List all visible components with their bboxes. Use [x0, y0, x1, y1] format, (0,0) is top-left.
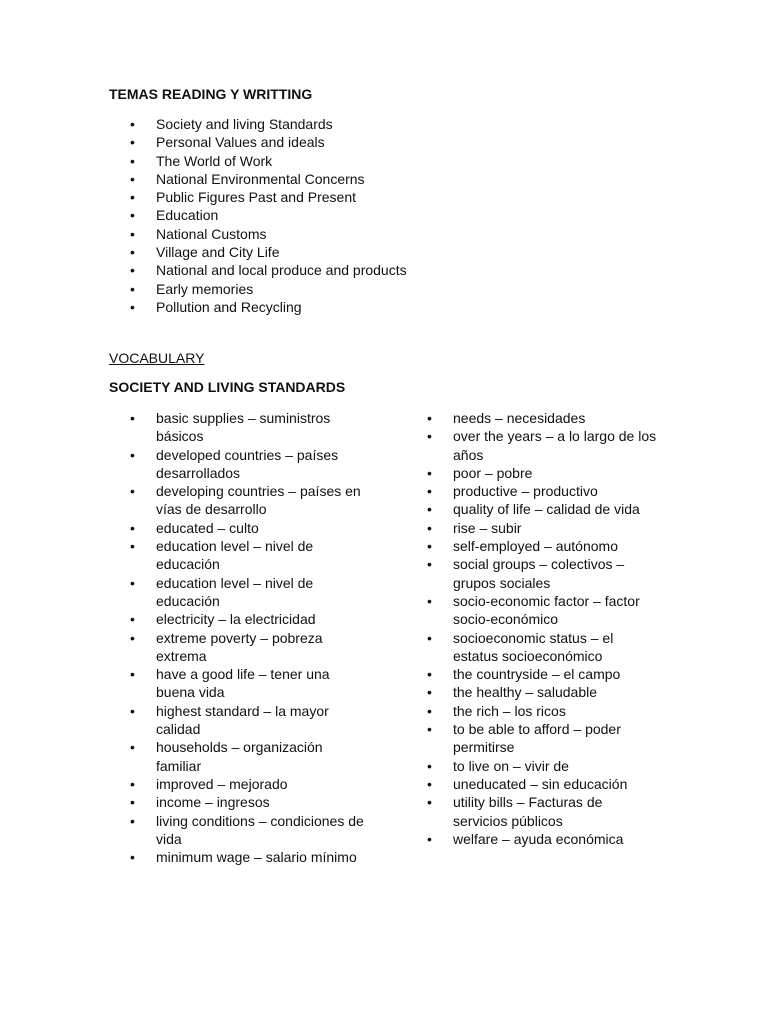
- topic-item: • Education: [130, 206, 490, 224]
- vocab-item: • improved – mejorado: [130, 775, 370, 793]
- vocab-item: • quality of life – calidad de vida: [427, 500, 657, 518]
- vocab-list-left: [130, 409, 370, 866]
- vocab-item: • the countryside – el campo: [427, 665, 657, 683]
- topic-item: • Early memories: [130, 280, 490, 298]
- topic-item: • National Customs: [130, 225, 490, 243]
- topic-item: • Personal Values and ideals: [130, 133, 490, 151]
- vocab-item: • socioeconomic status – el estatus socioeconómico: [427, 629, 657, 666]
- document-title: TEMAS READING Y WRITTING: [109, 86, 313, 102]
- vocab-item: • needs – necesidades: [427, 409, 657, 427]
- vocab-item: • social groups – colectivos – grupos sociales: [427, 555, 657, 592]
- topic-item: • National Environmental Concerns: [130, 170, 490, 188]
- topic-item: • National and local produce and products: [130, 261, 490, 279]
- topic-item: • The World of Work: [130, 152, 490, 170]
- vocab-item: • to live on – vivir de: [427, 757, 657, 775]
- vocab-item: • electricity – la electricidad: [130, 610, 370, 628]
- topic-item: • Society and living Standards: [130, 115, 490, 133]
- topic-item: • Pollution and Recycling: [130, 298, 490, 316]
- vocabulary-heading: VOCABULARY: [109, 350, 205, 366]
- vocab-item: • education level – nivel de educación: [130, 537, 370, 574]
- vocab-item: • the rich – los ricos: [427, 702, 657, 720]
- vocab-item: • minimum wage – salario mínimo: [130, 848, 370, 866]
- topics-list: [130, 115, 490, 316]
- vocab-item: • poor – pobre: [427, 464, 657, 482]
- vocab-item: • developed countries – países desarrollados: [130, 446, 370, 483]
- vocab-item: • to be able to afford – poder permitirse: [427, 720, 657, 757]
- vocab-item: • welfare – ayuda económica: [427, 830, 657, 848]
- vocab-item: • self-employed – autónomo: [427, 537, 657, 555]
- vocab-item: • rise – subir: [427, 519, 657, 537]
- vocab-item: • households – organización familiar: [130, 738, 370, 775]
- vocab-item: • highest standard – la mayor calidad: [130, 702, 370, 739]
- vocab-item: • extreme poverty – pobreza extrema: [130, 629, 370, 666]
- vocab-item: • basic supplies – suministros básicos: [130, 409, 370, 446]
- vocab-item: • educated – culto: [130, 519, 370, 537]
- vocab-item: • utility bills – Facturas de servicios públicos: [427, 793, 657, 830]
- vocab-item: • living conditions – condiciones de vida: [130, 812, 370, 849]
- section-title: SOCIETY AND LIVING STANDARDS: [109, 379, 346, 395]
- vocab-item: • uneducated – sin educación: [427, 775, 657, 793]
- vocab-item: • over the years – a lo largo de los años: [427, 427, 657, 464]
- vocab-list-right: [427, 409, 657, 848]
- topic-item: • Village and City Life: [130, 243, 490, 261]
- vocab-item: • have a good life – tener una buena vida: [130, 665, 370, 702]
- vocab-item: • developing countries – países en vías de desarrollo: [130, 482, 370, 519]
- vocab-item: • productive – productivo: [427, 482, 657, 500]
- vocab-item: • income – ingresos: [130, 793, 370, 811]
- topic-item: • Public Figures Past and Present: [130, 188, 490, 206]
- vocab-item: • socio-economic factor – factor socio-económico: [427, 592, 657, 629]
- vocab-item: • the healthy – saludable: [427, 683, 657, 701]
- vocab-item: • education level – nivel de educación: [130, 574, 370, 611]
